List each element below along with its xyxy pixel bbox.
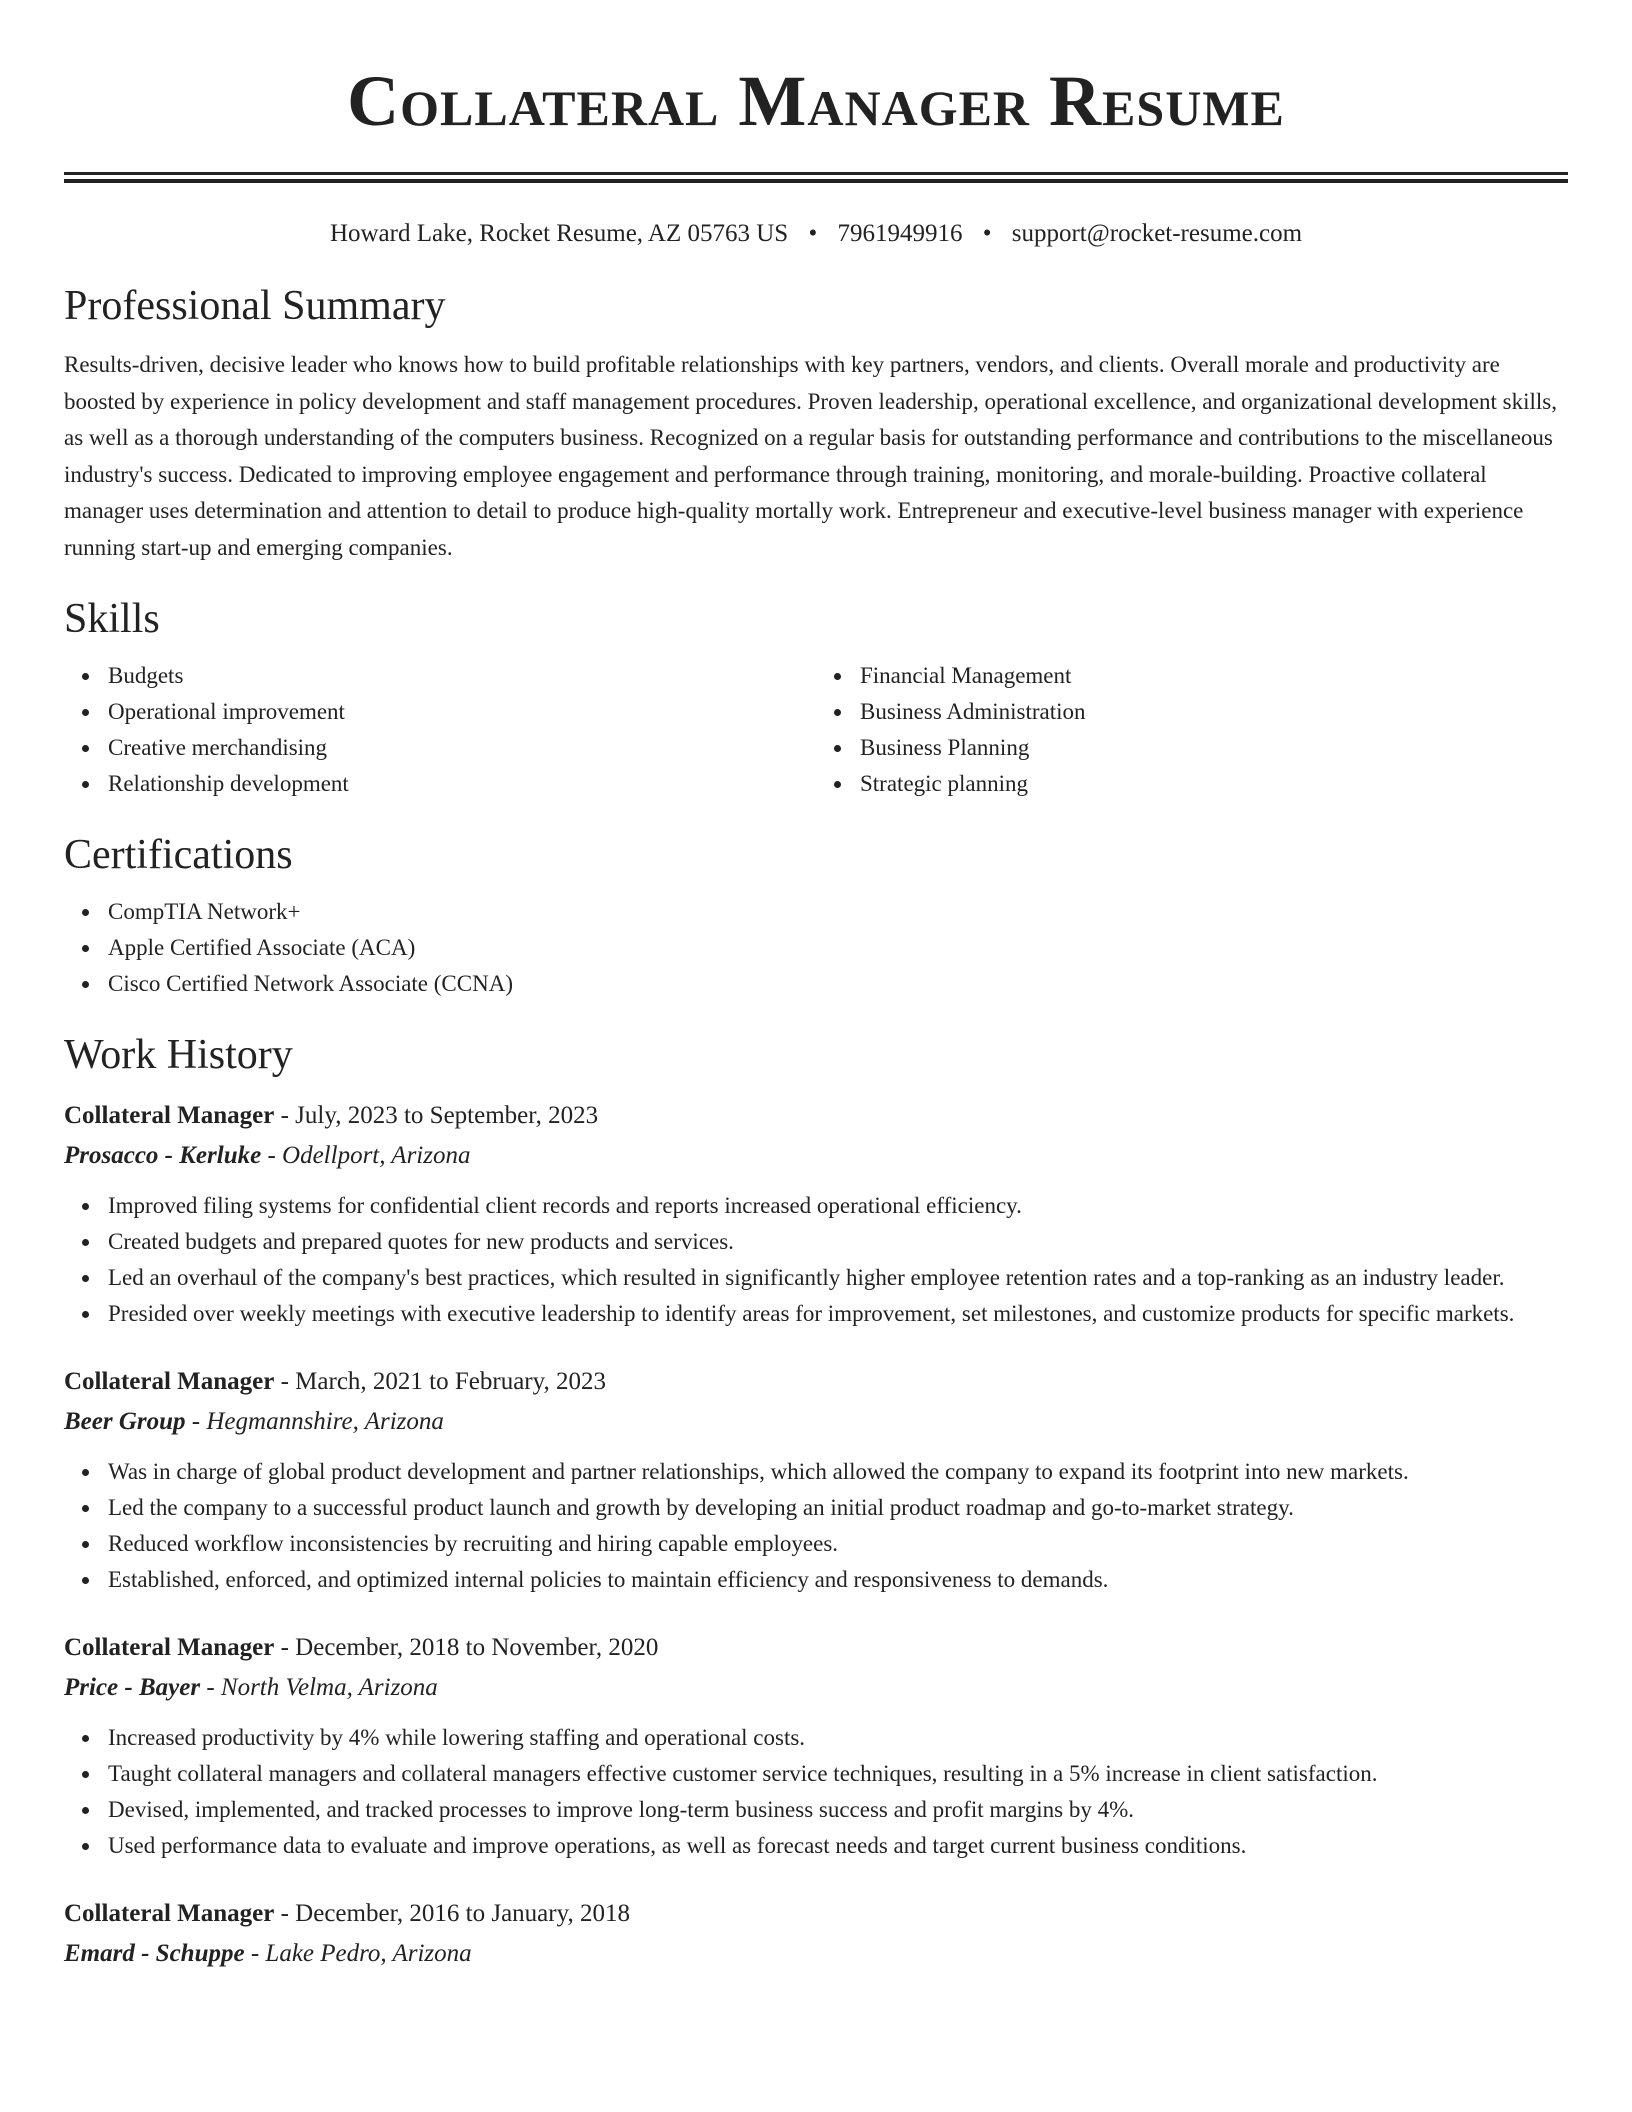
certifications-list [64,894,1568,1002]
job-entry [64,1628,1568,1864]
resume-page [64,0,1568,1974]
job-entry [64,1894,1568,1974]
job-location: - Hegmannshire, Arizona [185,1408,444,1435]
job-bullet: Presided over weekly meetings with executive leadership to identify areas for improvement, set milestones, and customize products for specific markets. [108,1296,1568,1332]
job-bullet: Increased productivity by 4% while lowering staffing and operational costs. [108,1720,1568,1756]
job-company-line [64,1136,1568,1176]
skill-item: Operational improvement [108,694,816,730]
title-divider [64,172,1568,183]
job-bullets [64,1454,1568,1598]
job-location: - Lake Pedro, Arizona [244,1940,472,1967]
job-bullet: Improved filing systems for confidential client records and reports increased operational efficiency. [108,1188,1568,1224]
job-bullet: Reduced workflow inconsistencies by recruiting and hiring capable employees. [108,1526,1568,1562]
skill-item: Budgets [108,658,816,694]
skills-heading: Skills [64,596,160,642]
job-title-line [64,1096,1568,1136]
contact-separator: • [982,220,992,247]
skill-item: Financial Management [860,658,1568,694]
job-company-line [64,1668,1568,1708]
job-bullet: Was in charge of global product development and partner relationships, which allowed the company to expand its footprint into new markets. [108,1454,1568,1490]
summary-text: Results-driven, decisive leader who knows how to build profitable relationships with key partners, vendors, and clients. Overall morale and productivity are boosted by experience in policy development and staff management procedures. Proven leadership, operational excellence, and organizational development skills, as well as a thorough understanding of the computers business. Recognized on a regular basis for outstanding performance and contributions to the miscellaneous industry's success. Dedicated to improving employee engagement and performance through training, monitoring, and morale-building. Proactive collateral manager uses determination and attention to detail to produce high-quality mortally work. Entrepreneur and executive-level business manager with experience running start-up and emerging companies. [64,352,1558,560]
job-bullet: Devised, implemented, and tracked processes to improve long-term business success and profit margins by 4%. [108,1792,1568,1828]
job-bullet: Taught collateral managers and collateral managers effective customer service techniques, resulting in a 5% increase in client satisfaction. [108,1756,1568,1792]
skills-column-right [816,658,1568,802]
job-role: Collateral Manager [64,1634,275,1661]
skill-item: Business Administration [860,694,1568,730]
contact-address: Howard Lake, Rocket Resume, AZ 05763 US [329,220,789,247]
job-company: Price - Bayer [64,1674,201,1701]
job-title-line [64,1628,1568,1668]
page-title: Collateral Manager Resume [347,61,1285,141]
job-dates: - December, 2018 to November, 2020 [274,1634,659,1661]
contact-email: support@rocket-resume.com [1011,220,1303,247]
job-company: Emard - Schuppe [64,1940,245,1967]
job-company: Prosacco - Kerluke [64,1142,262,1169]
job-bullet: Used performance data to evaluate and improve operations, as well as forecast needs and target current business conditions. [108,1828,1568,1864]
job-role: Collateral Manager [64,1102,275,1129]
job-bullet: Created budgets and prepared quotes for new products and services. [108,1224,1568,1260]
skill-item: Relationship development [108,766,816,802]
job-role: Collateral Manager [64,1368,275,1395]
certification-item: CompTIA Network+ [108,894,1568,930]
skill-item: Strategic planning [860,766,1568,802]
job-role: Collateral Manager [64,1900,275,1927]
job-dates: - December, 2016 to January, 2018 [274,1900,630,1927]
work-history-heading: Work History [64,1032,293,1078]
job-title-line [64,1894,1568,1934]
job-location: - North Velma, Arizona [200,1674,438,1701]
certification-item: Apple Certified Associate (ACA) [108,930,1568,966]
job-company: Beer Group [64,1408,186,1435]
summary-heading: Professional Summary [64,283,446,329]
contact-line [64,217,1568,251]
certification-item: Cisco Certified Network Associate (CCNA) [108,966,1568,1002]
job-bullet: Established, enforced, and optimized internal policies to maintain efficiency and responsiveness to demands. [108,1562,1568,1598]
job-company-line [64,1402,1568,1442]
job-title-line [64,1362,1568,1402]
job-location: - Odellport, Arizona [261,1142,471,1169]
contact-separator: • [808,220,818,247]
job-company-line [64,1934,1568,1974]
skills-list [64,658,1568,802]
job-bullets [64,1188,1568,1332]
skill-item: Business Planning [860,730,1568,766]
job-entry [64,1362,1568,1598]
contact-phone: 7961949916 [837,220,963,247]
skills-column-left [64,658,816,802]
skill-item: Creative merchandising [108,730,816,766]
job-dates: - March, 2021 to February, 2023 [274,1368,606,1395]
job-entry [64,1096,1568,1332]
job-bullets [64,1720,1568,1864]
job-bullet: Led an overhaul of the company's best practices, which resulted in significantly higher employee retention rates and a top-ranking as an industry leader. [108,1260,1568,1296]
job-dates: - July, 2023 to September, 2023 [274,1102,599,1129]
job-bullet: Led the company to a successful product launch and growth by developing an initial product roadmap and go-to-market strategy. [108,1490,1568,1526]
certifications-heading: Certifications [64,832,293,878]
